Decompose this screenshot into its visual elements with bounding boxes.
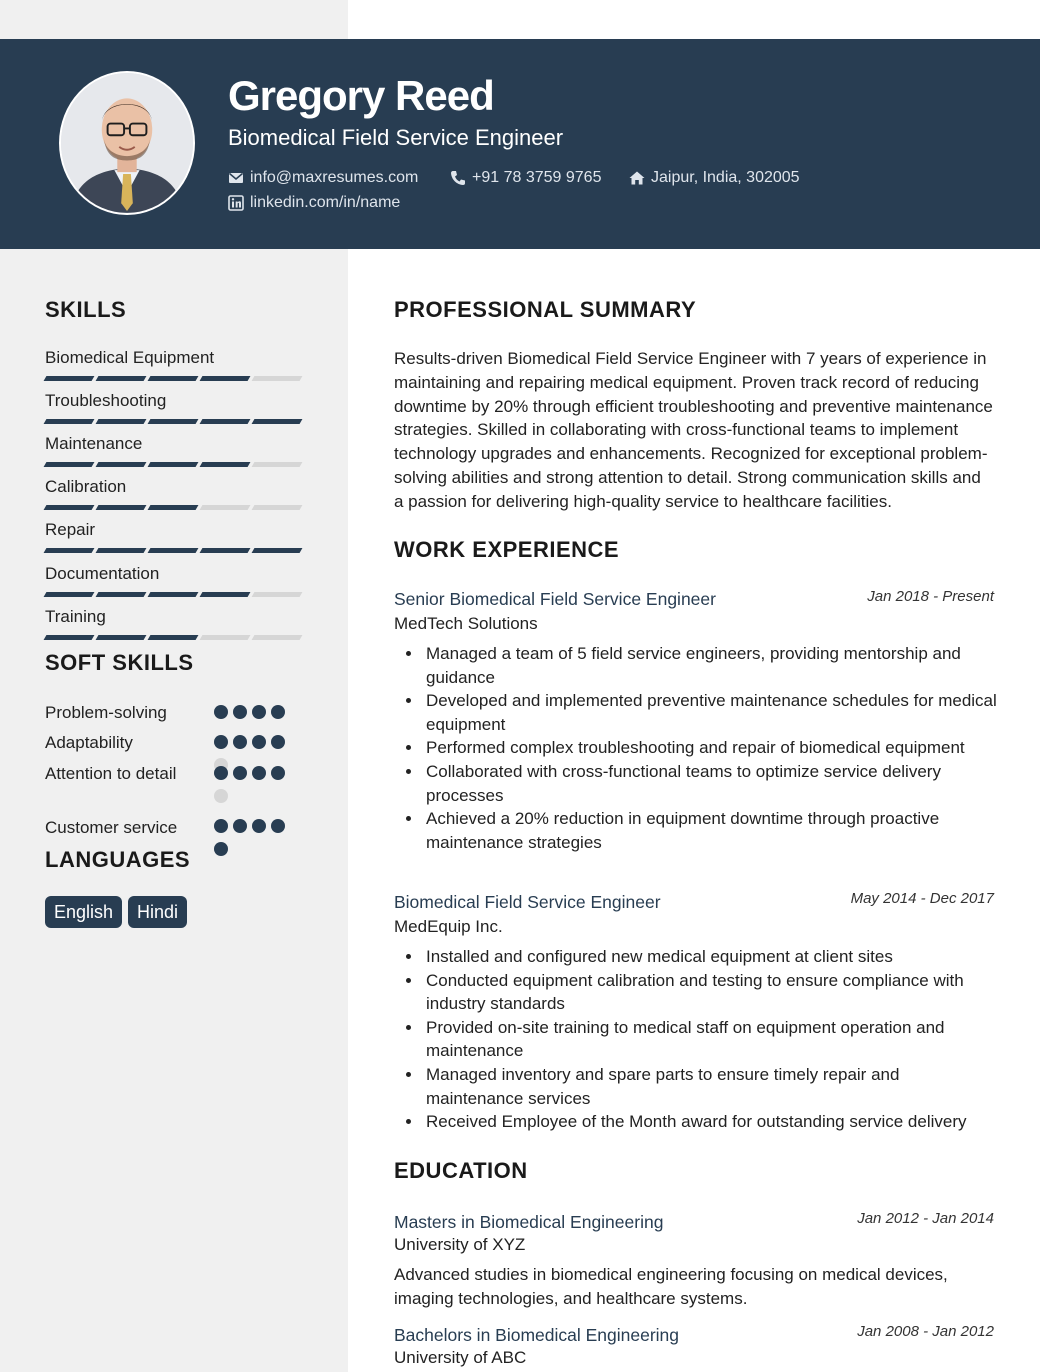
- soft-skill-dot: [271, 766, 285, 780]
- contact-phone[interactable]: [450, 168, 601, 188]
- candidate-name: Gregory Reed: [228, 72, 494, 119]
- contact-linkedin[interactable]: [228, 193, 400, 213]
- skill-level-bar: [96, 548, 147, 553]
- degree-dates: Jan 2012 - Jan 2014: [857, 1210, 994, 1227]
- summary-text: Results-driven Biomedical Field Service Engineer with 7 years of experience in maintaining and repairing medical equipment. Proven track record of reducing downtime by 20% through efficient troubleshooting and preventive maintenance strategies. Skilled in collaborating with cross-functional teams to implement technology upgrades and enhancements. Recognized for exceptional problem-solving abilities and strong attention to detail. Strong communication skills and a passion for delivering high-quality service to healthcare facilities.: [394, 349, 993, 511]
- degree-dates: Jan 2008 - Jan 2012: [857, 1323, 994, 1340]
- skill-row: [45, 520, 301, 553]
- school-name: University of XYZ: [394, 1235, 526, 1254]
- skill-level-bars: [45, 376, 301, 381]
- soft-skill-dots: [214, 819, 289, 856]
- job-company: MedEquip Inc.: [394, 917, 503, 936]
- soft-skill-dot: [214, 789, 228, 803]
- skill-level-bar: [148, 505, 199, 510]
- soft-skill-dot: [214, 819, 228, 833]
- skill-level-bar: [44, 376, 95, 381]
- skill-level-bar: [148, 419, 199, 424]
- soft-skill-name: Attention to detail: [45, 764, 177, 783]
- soft-skill-dot: [252, 705, 266, 719]
- skill-level-bar: [148, 462, 199, 467]
- skill-level-bar: [200, 548, 251, 553]
- skill-level-bar: [148, 592, 199, 597]
- skill-level-bar: [96, 376, 147, 381]
- list-item: Conducted equipment calibration and testing to ensure compliance with industry standards: [426, 969, 1001, 1016]
- soft-skill-dots: [214, 705, 289, 719]
- skill-row: [45, 607, 301, 640]
- email-text: info@maxresumes.com: [250, 169, 419, 186]
- skill-level-bar: [96, 505, 147, 510]
- skill-name: Maintenance: [45, 434, 143, 453]
- soft-skill-dot: [271, 705, 285, 719]
- soft-skill-dot: [233, 766, 247, 780]
- soft-skill-dot: [252, 819, 266, 833]
- skill-level-bars: [45, 548, 301, 553]
- skill-level-bars: [45, 635, 301, 640]
- skill-level-bar: [148, 635, 199, 640]
- skill-name: Biomedical Equipment: [45, 348, 215, 367]
- soft-skill-dot: [271, 735, 285, 749]
- soft-skill-dot: [233, 819, 247, 833]
- skill-level-bar: [44, 505, 95, 510]
- skill-level-bars: [45, 419, 301, 424]
- soft-skill-dot: [214, 705, 228, 719]
- skill-level-bar: [44, 635, 95, 640]
- list-item: Installed and configured new medical equipment at client sites: [426, 945, 1001, 969]
- avatar: [61, 73, 193, 213]
- soft-skill-dots: [214, 766, 289, 803]
- soft-skill-dot: [271, 819, 285, 833]
- skill-name: Training: [45, 607, 106, 626]
- soft-skill-dot: [252, 735, 266, 749]
- list-item: Managed a team of 5 field service engineers, providing mentorship and guidance: [426, 642, 1001, 689]
- soft-skill-dot: [252, 766, 266, 780]
- skill-row: [45, 564, 301, 597]
- summary-heading: PROFESSIONAL SUMMARY: [394, 297, 697, 322]
- list-item: Developed and implemented preventive maintenance schedules for medical equipment: [426, 689, 1001, 736]
- contact-location: [629, 168, 800, 188]
- language-tag: Hindi: [128, 896, 187, 928]
- skill-name: Calibration: [45, 477, 127, 496]
- skill-level-bar: [252, 462, 303, 467]
- languages-heading: LANGUAGES: [45, 847, 191, 872]
- job-bullets: [426, 642, 1001, 854]
- skill-level-bar: [96, 592, 147, 597]
- skill-level-bar: [252, 505, 303, 510]
- skill-level-bar: [96, 419, 147, 424]
- skills-heading: SKILLS: [45, 297, 127, 322]
- list-item: Managed inventory and spare parts to ensure timely repair and maintenance services: [426, 1063, 1001, 1110]
- education-heading: EDUCATION: [394, 1158, 528, 1183]
- skill-level-bar: [44, 592, 95, 597]
- language-tag: English: [45, 896, 122, 928]
- linkedin-icon: [228, 195, 244, 211]
- phone-text: +91 78 3759 9765: [472, 169, 602, 186]
- contact-email[interactable]: [228, 168, 418, 188]
- skill-level-bar: [252, 419, 303, 424]
- job-company: MedTech Solutions: [394, 614, 538, 633]
- linkedin-text: linkedin.com/in/name: [250, 194, 401, 211]
- skill-level-bar: [252, 548, 303, 553]
- degree-title: Masters in Biomedical Engineering: [394, 1212, 664, 1232]
- candidate-title: Biomedical Field Service Engineer: [228, 125, 564, 150]
- skill-level-bar: [200, 505, 251, 510]
- soft-skill-name: Problem-solving: [45, 703, 167, 722]
- skill-level-bar: [96, 462, 147, 467]
- skill-level-bar: [200, 376, 251, 381]
- skill-level-bar: [96, 635, 147, 640]
- list-item: Received Employee of the Month award for outstanding service delivery: [426, 1110, 1001, 1134]
- skill-row: [45, 477, 301, 510]
- envelope-icon: [228, 170, 244, 186]
- soft-skill-dot: [214, 766, 228, 780]
- skill-level-bar: [200, 592, 251, 597]
- job-role: Senior Biomedical Field Service Engineer: [394, 589, 716, 609]
- degree-description: Advanced studies in biomedical engineering focusing on medical devices, imaging technologies, and healthcare systems.: [394, 1265, 948, 1308]
- phone-icon: [450, 170, 466, 186]
- job-role: Biomedical Field Service Engineer: [394, 892, 661, 912]
- job-bullets: [426, 945, 1001, 1134]
- skill-row: [45, 348, 301, 381]
- skill-level-bar: [252, 592, 303, 597]
- skill-row: [45, 391, 301, 424]
- list-item: Collaborated with cross-functional teams to optimize service delivery processes: [426, 760, 1001, 807]
- job-dates: Jan 2018 - Present: [867, 588, 994, 605]
- skill-level-bar: [44, 548, 95, 553]
- degree-title: Bachelors in Biomedical Engineering: [394, 1325, 680, 1345]
- skill-level-bar: [200, 419, 251, 424]
- skill-level-bar: [44, 419, 95, 424]
- soft-skill-name: Customer service: [45, 818, 178, 837]
- skill-level-bars: [45, 592, 301, 597]
- soft-skills-heading: SOFT SKILLS: [45, 650, 194, 675]
- skill-level-bars: [45, 505, 301, 510]
- soft-skill-dot: [233, 705, 247, 719]
- skill-name: Repair: [45, 520, 96, 539]
- skill-level-bar: [148, 376, 199, 381]
- skill-level-bar: [200, 462, 251, 467]
- job-dates: May 2014 - Dec 2017: [850, 890, 994, 907]
- skill-name: Documentation: [45, 564, 160, 583]
- soft-skill-name: Adaptability: [45, 733, 133, 752]
- skill-level-bar: [252, 376, 303, 381]
- school-name: University of ABC: [394, 1348, 527, 1367]
- location-text: Jaipur, India, 302005: [651, 169, 800, 186]
- skill-level-bar: [148, 548, 199, 553]
- skill-level-bars: [45, 462, 301, 467]
- skill-row: [45, 434, 301, 467]
- skill-level-bar: [200, 635, 251, 640]
- list-item: Provided on-site training to medical staff on equipment operation and maintenance: [426, 1016, 1001, 1063]
- soft-skill-dot: [214, 842, 228, 856]
- profile-photo: [59, 71, 195, 215]
- skill-level-bar: [252, 635, 303, 640]
- skill-name: Troubleshooting: [45, 391, 167, 410]
- skill-level-bar: [44, 462, 95, 467]
- list-item: Performed complex troubleshooting and repair of biomedical equipment: [426, 736, 1001, 760]
- experience-heading: WORK EXPERIENCE: [394, 537, 620, 562]
- soft-skill-dot: [233, 735, 247, 749]
- home-icon: [629, 170, 645, 186]
- list-item: Achieved a 20% reduction in equipment downtime through proactive maintenance strategies: [426, 807, 1001, 854]
- soft-skill-dot: [214, 735, 228, 749]
